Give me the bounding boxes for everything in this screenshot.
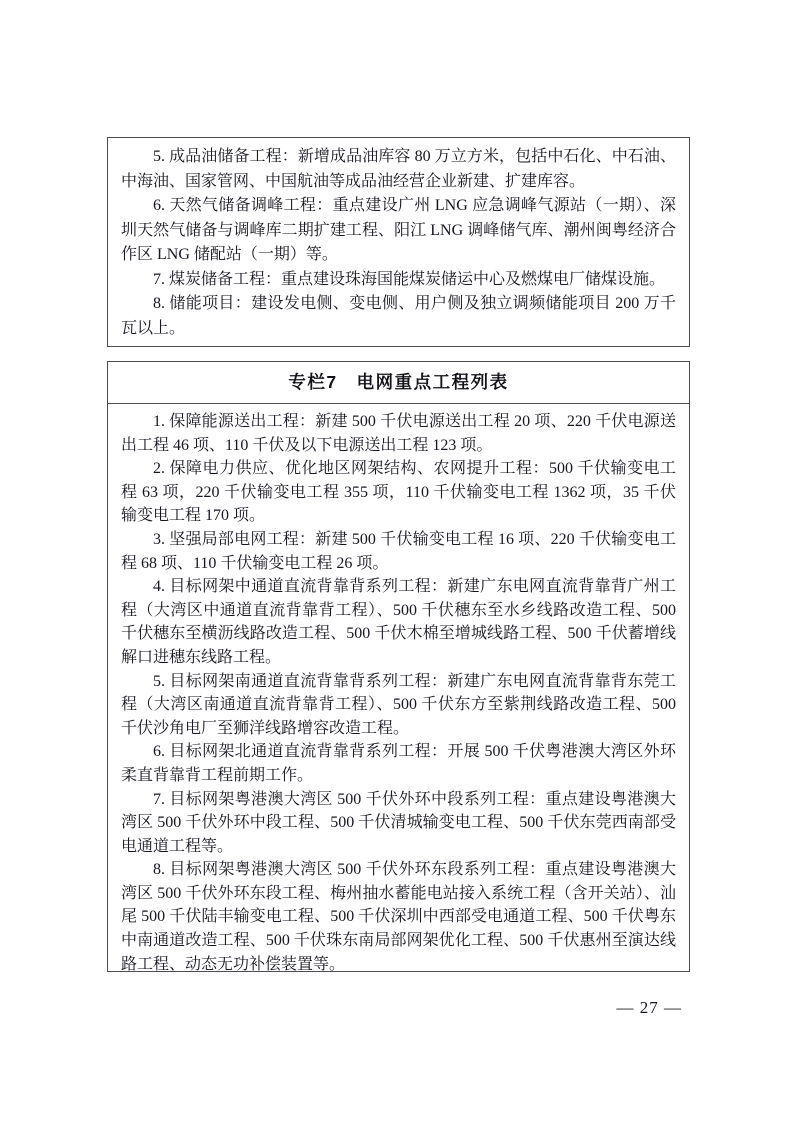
list-item-grid-8: 8. 目标网架粤港澳大湾区 500 千伏外环东段系列工程：重点建设粤港澳大湾区 500 千伏外环东段工程、梅州抽水蓄能电站接入系统工程（含开关站）、汕尾 500 千伏陆丰输变电工程、500 千伏深圳中西部受电通道工程、500 千伏粤东中南通道改造工程、500 千伏珠东南局部网架优化工程、500 千伏惠州至演达线路工程、动态无功补偿装置等。 [121,861,676,972]
list-item-grid-4: 4. 目标网架中通道直流背靠背系列工程：新建广东电网直流背靠背广州工程（大湾区中通道直流背靠背工程）、500 千伏穗东至水乡线路改造工程、500 千伏穗东至横沥线路改造工程、500 千伏木棉至增城线路工程、500 千伏蓄增线解口进穗东线路工程。 [121,578,676,666]
list-item-grid-5: 5. 目标网架南通道直流背靠背系列工程：新建广东电网直流背靠背东莞工程（大湾区南通道直流背靠背工程）、500 千伏东方至紫荆线路改造工程、500 千伏沙角电厂至狮洋线路增容改造工程。 [121,672,676,737]
callout-box-energy-reserve-items [107,137,690,347]
box-title: 专栏7 电网重点工程列表 [108,362,689,404]
callout-box-grid-key-projects [107,361,690,972]
list-item-grid-6: 6. 目标网架北通道直流背靠背系列工程：开展 500 千伏粤港澳大湾区外环柔直背靠背工程前期工作。 [121,743,676,784]
list-item-gas-reserve: 6. 天然气储备调峰工程：重点建设广州 LNG 应急调峰气源站（一期）、深圳天然气储备与调峰库二期扩建工程、阳江 LNG 调峰储气库、潮州闽粤经济合作区 LNG 储配站（一期）等。 [121,197,676,263]
box-body [108,404,689,972]
box-body [108,138,689,347]
list-item-grid-2: 2. 保障电力供应、优化地区网架结构、农网提升工程：500 千伏输变电工程 63 项，220 千伏输变电工程 355 项，110 千伏输变电工程 1362 项，35 千伏输变电工程 170 项。 [121,460,676,525]
list-item-oil-reserve: 5. 成品油储备工程：新增成品油库容 80 万立方米，包括中石化、中石油、中海油、国家管网、中国航油等成品油经营企业新建、扩建库容。 [121,148,676,190]
list-item-coal-reserve: 7. 煤炭储备工程：重点建设珠海国能煤炭储运中心及燃煤电厂储煤设施。 [153,270,666,288]
page-number: — 27 — [616,998,682,1017]
list-item-grid-7: 7. 目标网架粤港澳大湾区 500 千伏外环中段系列工程：重点建设粤港澳大湾区 500 千伏外环中段工程、500 千伏清城输变电工程、500 千伏东莞西南部受电通道工程等。 [121,790,676,855]
list-item-grid-1: 1. 保障能源送出工程：新建 500 千伏电源送出工程 20 项、220 千伏电源送出工程 46 项、110 千伏及以下电源送出工程 123 项。 [121,413,676,454]
list-item-grid-3: 3. 坚强局部电网工程：新建 500 千伏输变电工程 16 项、220 千伏输变电工程 68 项、110 千伏输变电工程 26 项。 [121,530,676,572]
list-item-energy-storage: 8. 储能项目：建设发电侧、变电侧、用户侧及独立调频储能项目 200 万千瓦以上。 [121,295,676,337]
